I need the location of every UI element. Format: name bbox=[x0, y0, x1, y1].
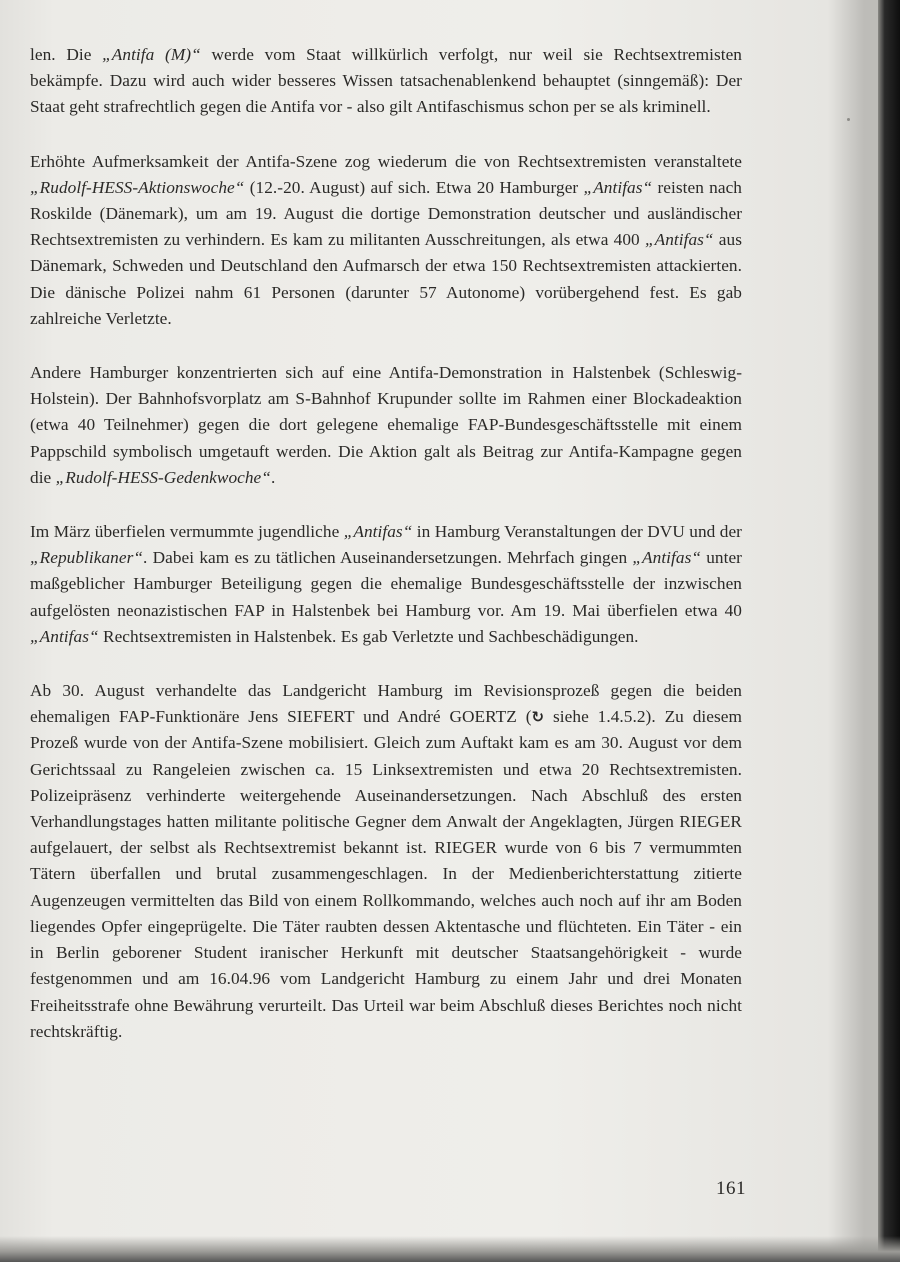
text-run: in Hamburg Veranstaltungen der DVU und der bbox=[412, 522, 742, 542]
page-number: 161 bbox=[716, 1178, 746, 1199]
italic-term: „Antifas“ bbox=[644, 230, 714, 250]
scan-edge-right bbox=[878, 0, 900, 1262]
text-run: . bbox=[270, 467, 276, 487]
text-run: Rechtsextremisten in Halstenbek. Es gab Verletzte und Sachbeschädigungen. bbox=[98, 626, 639, 646]
text-run: reisten nach Roskilde (Dänemark), um am 19. August die dortige Demonstration deutscher und ausländischer Rechtsextremisten zu verhindern. Es kam zu militanten Ausschreitungen, als etwa 400 bbox=[30, 177, 742, 250]
italic-term: „Rudolf-HESS-Aktionswoche“ bbox=[30, 177, 245, 197]
paragraph-antifa-m bbox=[30, 42, 742, 121]
text-run: unter maßgeblicher Hamburger Beteiligung gegen die ehemalige Bundesgeschäftsstelle der inzwischen aufgelösten neonazistischen FAP in Halstenbek bei Hamburg vor. Am 19. Mai überfielen etwa 40 bbox=[30, 548, 742, 620]
italic-term: „Antifa (M)“ bbox=[102, 45, 201, 64]
cross-reference-arrow-icon: ↻ bbox=[531, 708, 545, 727]
paragraph-halstenbek-demo bbox=[30, 360, 742, 491]
scan-speck bbox=[847, 118, 850, 121]
text-run: Ab 30. August verhandelte das Landgericht Hamburg im Revisionsprozeß gegen die beiden ehemaligen FAP-Funktionäre Jens SIEFERT und André GOERTZ ( bbox=[30, 681, 742, 727]
paragraph-hess-aktionswoche bbox=[30, 149, 742, 332]
scan-edge-bottom bbox=[0, 1236, 900, 1262]
text-run: Andere Hamburger konzentrierten sich auf eine Antifa-Demonstration in Halstenbek (Schleswig-Holstein). Der Bahnhofsvorplatz am S-Bahnhof Krupunder sollte im Rahmen einer Blockadeaktion (etwa 40 Teilnehmer) gegen die dort gelegene ehemalige FAP-Bundesgeschäftsstelle mit einem Pappschild symbolisch umgetauft werden. Die Aktion galt als Beitrag zur Antifa-Kampagne gegen die bbox=[30, 363, 742, 487]
italic-term: „Antifas“ bbox=[343, 522, 413, 542]
text-run: werde vom Staat willkürlich verfolgt, nur weil sie Rechtsextremisten bekämpfe. Dazu wird auch wider besseres Wissen tatsachenablenkend behauptet (sinngemäß): Der Staat geht strafrechtlich gegen die Antifa vor - also gilt Antifaschismus schon per se als kriminell. bbox=[30, 45, 742, 117]
italic-term: „Antifas“ bbox=[30, 626, 99, 646]
text-run: aus Dänemark, Schweden und Deutschland den Aufmarsch der etwa 150 Rechtsextremisten attackierten. Die dänische Polizei nahm 61 Personen (darunter 57 Autonome) vorübergehend fest. Es gab zahlreiche Verletzte. bbox=[30, 230, 742, 328]
italic-term: „Antifas“ bbox=[632, 548, 702, 568]
text-run: Erhöhte Aufmerksamkeit der Antifa-Szene zog wiederum die von Rechtsextremisten veranstaltete bbox=[30, 151, 742, 171]
italic-term: „Republikaner“ bbox=[30, 548, 144, 568]
text-run: . Dabei kam es zu tätlichen Auseinandersetzungen. Mehrfach gingen bbox=[143, 548, 633, 568]
italic-term: „Antifas“ bbox=[583, 177, 653, 197]
italic-term: „Rudolf-HESS-Gedenkwoche“ bbox=[55, 467, 271, 487]
text-run: len. Die bbox=[30, 45, 103, 64]
paragraph-revisionsprozess bbox=[30, 678, 742, 1045]
paragraph-maerz-ueberfaelle bbox=[30, 519, 742, 650]
text-run: Im März überfielen vermummte jugendliche bbox=[30, 522, 344, 542]
text-run: siehe 1.4.5.2). Zu diesem Prozeß wurde von der Antifa-Szene mobilisiert. Gleich zum Auftakt kam es am 30. August vor dem Gerichtssaal zu Rangeleien zwischen ca. 15 Linksextremisten und etwa 20 Rechtsextremisten. Polizeipräsenz verhinderte weitergehende Auseinandersetzungen. Nach Abschluß des ersten Verhandlungstages hatten militante politische Gegner dem Anwalt der Angeklagten, Jürgen RIEGER aufgelauert, der selbst als Rechtsextremist bekannt ist. RIEGER wurde von 6 bis 7 vermummten Tätern überfallen und brutal zusammengeschlagen. In der Medienberichterstattung zitierte Augenzeugen vermittelten das Bild von einem Rollkommando, welches auch noch auf ihr am Boden liegendes Opfer eingeprügelte. Die Täter raubten dessen Aktentasche und flüchteten. Ein Täter - ein in Berlin geborener Student iranischer Herkunft mit deutscher Staatsangehörigkeit - wurde festgenommen und am 16.04.96 vom Landgericht Hamburg zu einem Jahr und drei Monaten Freiheitsstrafe ohne Bewährung verurteilt. Das Urteil war beim Abschluß dieses Berichtes noch nicht rechtskräftig. bbox=[30, 707, 742, 1041]
text-run: (12.-20. August) auf sich. Etwa 20 Hamburger bbox=[244, 177, 584, 197]
body-text bbox=[30, 42, 742, 1073]
